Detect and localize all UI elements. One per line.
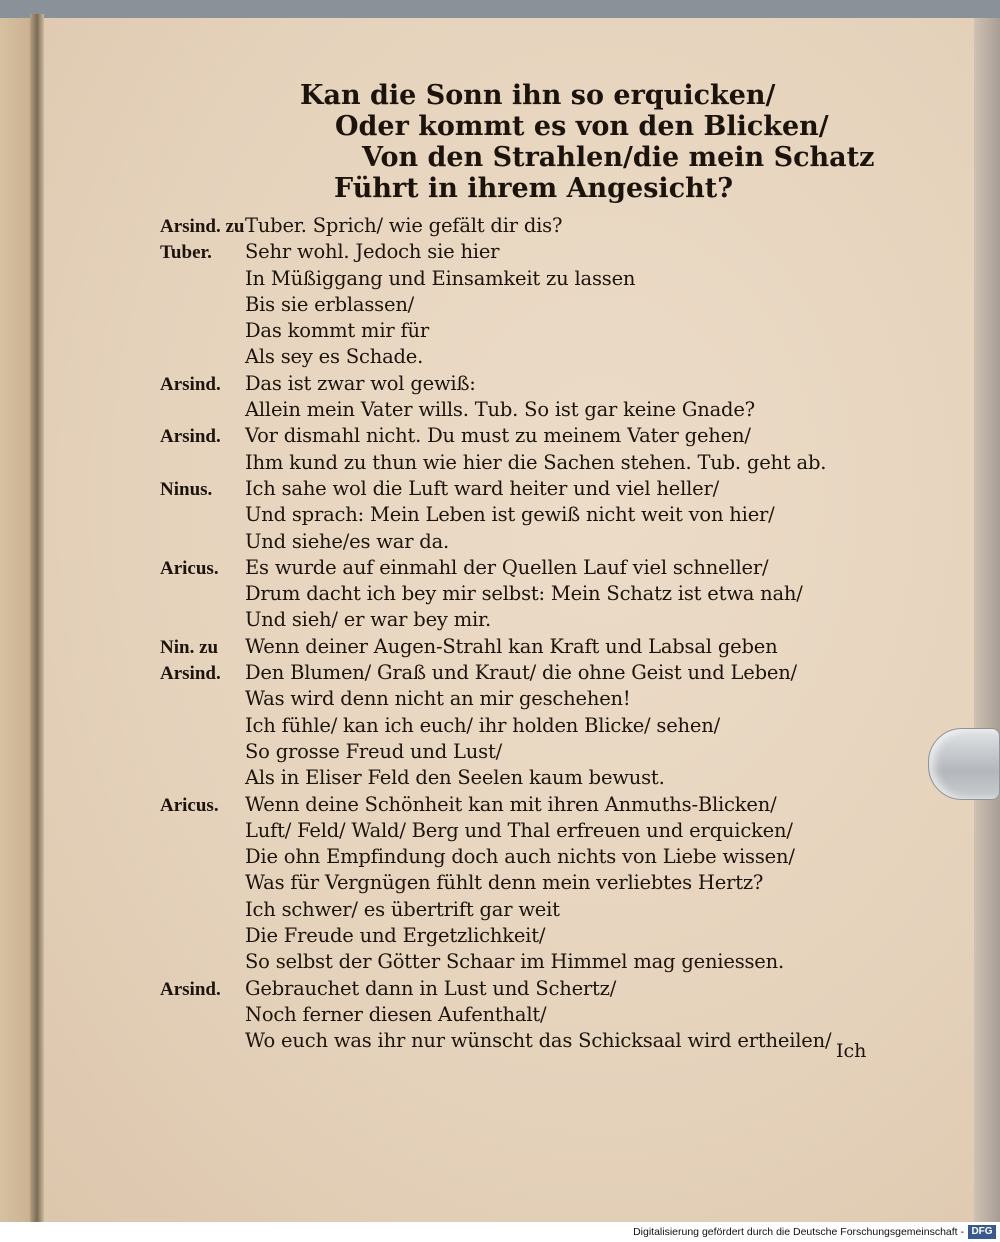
speaker-label: Nin. zu: [160, 636, 219, 658]
verse-text: Und siehe/es war da.: [245, 529, 450, 553]
dialogue-line: [0, 530, 1000, 556]
verse-text: Allein mein Vater wills. Tub. So ist gar keine Gnade?: [245, 398, 755, 422]
verse-text: Wenn deiner Augen-Strahl kan Kraft und Labsal geben: [245, 634, 778, 658]
speaker-label: Aricus.: [160, 794, 219, 816]
dialogue-line: [0, 950, 1000, 976]
speaker-label: Arsind.: [160, 663, 221, 685]
verse-text: Ich schwer/ es übertrift gar weit: [245, 897, 560, 921]
verse-text: Bis sie erblassen/: [245, 292, 415, 316]
dialogue-line: [0, 372, 1000, 398]
verse-text: Vor dismahl nicht. Du must zu meinem Vater gehen/: [245, 424, 751, 448]
dialogue-line: [0, 398, 1000, 424]
verse-text: Den Blumen/ Graß und Kraut/ die ohne Geist und Leben/: [245, 661, 797, 685]
verse-text: Und sprach: Mein Leben ist gewiß nicht weit von hier/: [245, 503, 775, 527]
verse-text: Was wird denn nicht an mir geschehen!: [245, 687, 631, 711]
verse-text: Als sey es Schade.: [245, 345, 424, 369]
dialogue-line: [0, 661, 1000, 687]
heading-line: Führt in ihrem Angesicht?: [334, 173, 734, 204]
footer-credit: Digitalisierung gefördert durch die Deutsche Forschungsgemeinschaft -: [633, 1226, 964, 1238]
dialogue-line: [0, 687, 1000, 713]
verse-text: Die Freude und Ergetzlichkeit/: [245, 924, 546, 948]
dialogue-line: [0, 319, 1000, 345]
dialogue-line: [0, 793, 1000, 819]
verse-text: So grosse Freud und Lust/: [245, 739, 502, 763]
dialogue-line: [0, 635, 1000, 661]
heading-line: Von den Strahlen/die mein Schatz: [362, 142, 875, 173]
dialogue-line: [0, 293, 1000, 319]
verse-text: Drum dacht ich bey mir selbst: Mein Schatz ist etwa nah/: [245, 582, 803, 606]
verse-text: Wo euch was ihr nur wünscht das Schicksaal wird ertheilen/: [245, 1029, 832, 1053]
speaker-label: Arsind.: [160, 373, 221, 395]
verse-text: Luft/ Feld/ Wald/ Berg und Thal erfreuen und erquicken/: [245, 818, 793, 842]
verse-text: Das ist zwar wol gewiß:: [245, 371, 476, 395]
dialogue-line: [0, 1003, 1000, 1029]
dialogue-line: [0, 766, 1000, 792]
dialogue-line: [0, 819, 1000, 845]
dialogue-line: [0, 214, 1000, 240]
dialogue-line: [0, 714, 1000, 740]
verse-heading: [300, 80, 875, 204]
verse-text: Ihm kund zu thun wie hier die Sachen stehen. Tub. geht ab.: [245, 450, 827, 474]
dialogue-line: [0, 608, 1000, 634]
verse-text: Gebrauchet dann in Lust und Schertz/: [245, 976, 617, 1000]
verse-text: Ich fühle/ kan ich euch/ ihr holden Blicke/ sehen/: [245, 713, 720, 737]
dialogue-line: [0, 898, 1000, 924]
dialogue-line: [0, 740, 1000, 766]
verse-text: Und sieh/ er war bey mir.: [245, 608, 492, 632]
dfg-logo: DFG: [968, 1225, 996, 1239]
verse-text: Die ohn Empfindung doch auch nichts von Liebe wissen/: [245, 845, 795, 869]
dialogue-block: [0, 214, 1000, 1056]
speaker-label: Tuber.: [160, 242, 212, 264]
verse-text: Sehr wohl. Jedoch sie hier: [245, 240, 500, 264]
dialogue-line: [0, 267, 1000, 293]
speaker-label: Arsind. zu: [160, 216, 245, 237]
dialogue-line: [0, 556, 1000, 582]
verse-text: Was für Vergnügen fühlt denn mein verliebtes Hertz?: [245, 871, 764, 895]
speaker-label: Arsind.: [160, 978, 221, 1000]
verse-text: Noch ferner diesen Aufenthalt/: [245, 1002, 547, 1026]
dialogue-line: [0, 345, 1000, 371]
verse-text: Es wurde auf einmahl der Quellen Lauf viel schneller/: [245, 555, 769, 579]
verse-text: So selbst der Götter Schaar im Himmel mag geniessen.: [245, 950, 784, 974]
catchword: Ich: [836, 1040, 867, 1062]
speaker-label: Ninus.: [160, 478, 213, 500]
dialogue-line: [0, 845, 1000, 871]
verse-text: Wenn deine Schönheit kan mit ihren Anmuths-Blicken/: [245, 792, 777, 816]
verse-text: Als in Eliser Feld den Seelen kaum bewust.: [245, 766, 665, 790]
heading-line: Oder kommt es von den Blicken/: [335, 111, 829, 142]
dialogue-line: [0, 871, 1000, 897]
dialogue-line: [0, 582, 1000, 608]
speaker-label: Arsind.: [160, 426, 221, 448]
dialogue-line: [0, 477, 1000, 503]
verse-text: In Müßiggang und Einsamkeit zu lassen: [245, 266, 636, 290]
speaker-label: Aricus.: [160, 557, 219, 579]
dialogue-line: [0, 424, 1000, 450]
dialogue-line: [0, 977, 1000, 1003]
dialogue-line: [0, 240, 1000, 266]
verse-text: Das kommt mir für: [245, 319, 429, 343]
verse-text: Ich sahe wol die Luft ward heiter und viel heller/: [245, 476, 719, 500]
dialogue-line: [0, 503, 1000, 529]
dialogue-line: [0, 451, 1000, 477]
heading-line: Kan die Sonn ihn so erquicken/: [300, 80, 776, 111]
verse-text: Tuber. Sprich/ wie gefält dir dis?: [245, 214, 563, 237]
dialogue-line: [0, 924, 1000, 950]
footer-bar: [0, 1222, 1000, 1242]
